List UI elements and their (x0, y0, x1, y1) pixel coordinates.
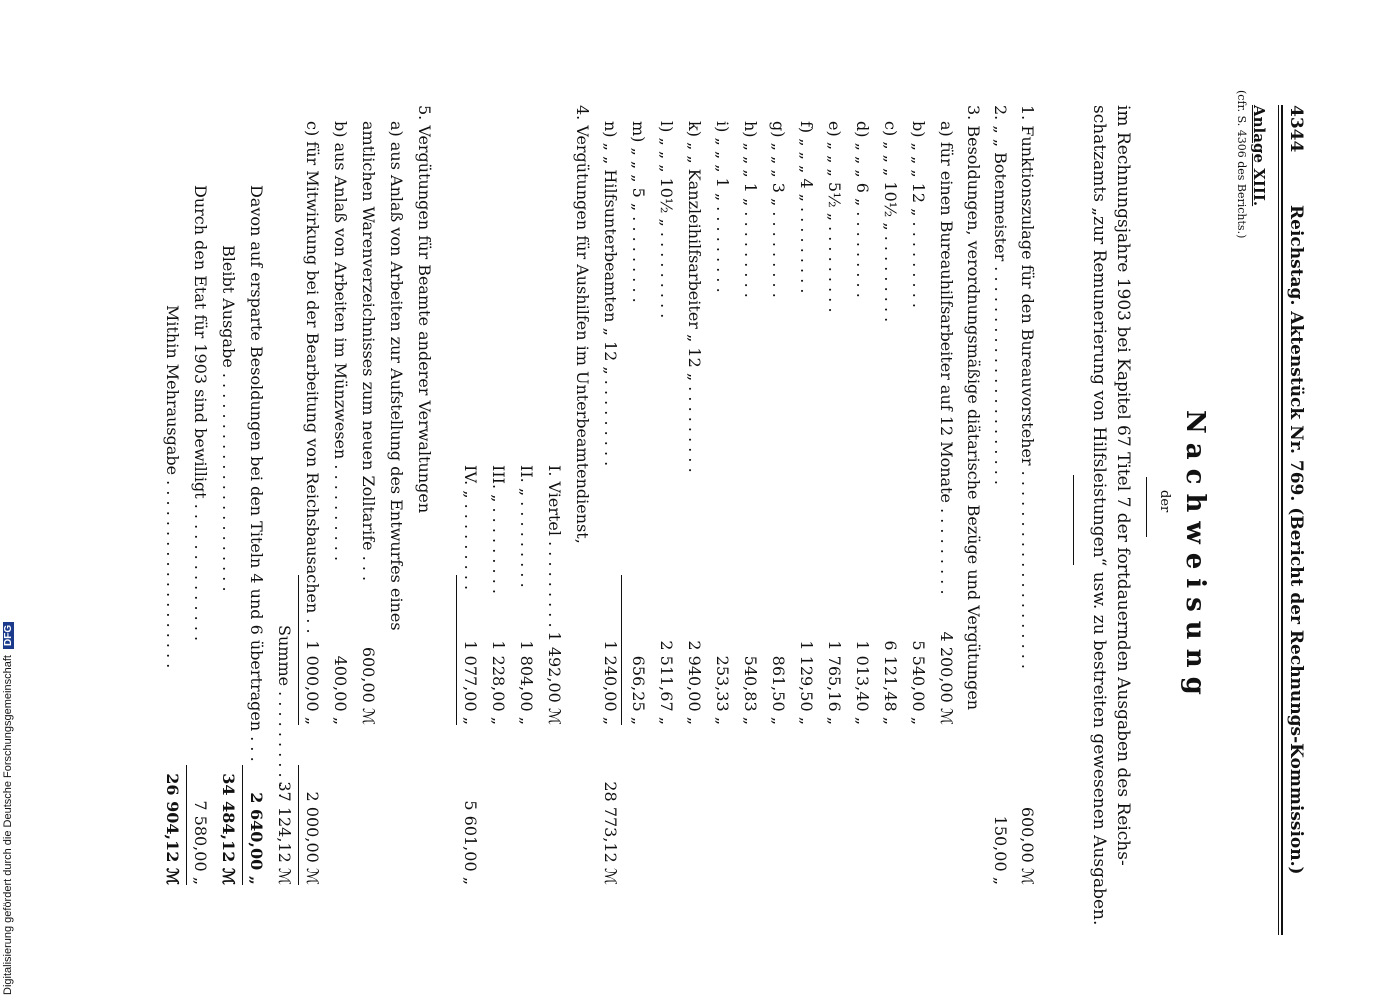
section3-amount: 1 240,00 „ (601, 640, 620, 725)
section3-row: h) „ „ „ 1 „ . . . . . . . . . (741, 121, 760, 298)
summary-sum: 37 124,12 ℳ (275, 781, 294, 885)
summary-transfer: 2 640,00 „ (247, 792, 266, 885)
section3-amount: 6 121,48 „ (881, 640, 900, 725)
footer-text: Digitalisierung gefördert durch die Deutsche Forschungsgemeinschaft (2, 655, 14, 995)
section5-total: 2 000,00 ℳ (303, 791, 322, 885)
item-label: 3. Besoldungen, verordnungsmäßige diätarische Bezüge und Vergütungen (964, 105, 983, 711)
summary-transfer-label: Davon auf ersparte Besoldungen bei den Titeln 4 und 6 übertragen . . . (247, 185, 266, 762)
section4-total: 5 601,00 „ (461, 800, 480, 885)
header-rule (1281, 105, 1283, 935)
section3-row: n) „ „ Hilfsunterbeamten „ 12 „ . . . . . . . . . (601, 121, 620, 467)
section3-amount: 656,25 „ (629, 655, 648, 725)
section3-row: c) „ „ „ 10½ „ . . . . . . . . . (881, 121, 900, 323)
summary-remaining: 34 484,12 ℳ (219, 773, 238, 885)
summary-rule (242, 765, 243, 885)
heading-rule (1146, 477, 1147, 537)
section3-amount: 540,83 „ (741, 655, 760, 725)
item-2 (990, 105, 1010, 485)
annex-reference: (cfr. S. 4306 des Berichts.) (1235, 90, 1248, 239)
section3-row: l) „ „ „ 10½ „ . . . . . . . . . (657, 121, 676, 319)
dfg-logo: DFG (3, 622, 14, 649)
section3-row: k) „ „ Kanzleihilfsarbeiter „ 12 „ . . . . . . . . . (685, 121, 704, 473)
section4-row: IV. „ . . . . . . . . . (461, 465, 480, 591)
section4-label: 4. Vergütungen für Aushilfen im Unterbeamtendienst, (573, 105, 592, 544)
section3-row: d) „ „ „ 6 „ . . . . . . . . . (853, 121, 872, 298)
item-label: 1. Funktionszulage für den Bureauvorsteher . . . . . . . . . . . . . . . . . . . . (1018, 105, 1037, 670)
section5-amount: 600,00 ℳ (359, 646, 378, 725)
section3-total: 28 773,12 ℳ (601, 781, 620, 885)
heading-der: der (1157, 490, 1172, 513)
section3-row: a) für einen Bureauhilfsarbeiter auf 12 Monate . . . . . . . . . (937, 121, 956, 595)
item-2-total: 150,00 „ (991, 815, 1010, 885)
section3-row: i) „ „ „ 1 „ . . . . . . . . . (713, 121, 732, 293)
section5-amount: 400,00 „ (331, 655, 350, 725)
section4-row: I. Viertel . . . . . . . . . (545, 465, 564, 628)
summary-budget-label: Durch den Etat für 1903 sind bewilligt . . . . . . . . . . . . . . (191, 185, 210, 642)
section4-row: III. „ . . . . . . . . . (489, 465, 508, 594)
item-label: 2. „ „ Botenmeister . . . . . . . . . . . . . . . . . . . . . . (991, 105, 1010, 485)
section3-row: f) „ „ „ 4 „ . . . . . . . . . (797, 121, 816, 294)
section5-sum-rule (298, 575, 299, 725)
header-rule-2 (1278, 105, 1279, 935)
summary-overrun-label: Mithin Mehrausgabe . . . . . . . . . . . . . . . . . . . (163, 305, 182, 669)
section3-amount: 2 511,67 „ (657, 640, 676, 725)
section3-amount: 861,50 „ (769, 655, 788, 725)
section5-amount: 1 000,00 „ (303, 640, 322, 725)
section3-amount: 5 540,00 „ (909, 640, 928, 725)
section3-row: g) „ „ „ 3 „ . . . . . . . . . (769, 121, 788, 298)
section3-sum-rule (621, 575, 622, 725)
section4-amount: 1 228,00 „ (489, 640, 508, 725)
section5-row: a) aus Anlaß von Arbeiten zur Aufstellung des Entwurfes eines (387, 121, 406, 631)
summary-rule-2 (186, 765, 187, 885)
section3-row: e) „ „ „ 5½ „ . . . . . . . . . (825, 121, 844, 313)
intro-rule (1073, 475, 1074, 565)
section3-amount: 1 129,50 „ (797, 640, 816, 725)
section3-amount: 4 200,00 ℳ (937, 631, 956, 725)
section4-amount: 1 077,00 „ (461, 640, 480, 725)
running-title: Reichstag. Aktenstück Nr. 769. (Bericht der Rechnungs-Kommission.) (1286, 205, 1306, 875)
digitization-footer (2, 622, 14, 995)
summary-overrun: 26 904,12 ℳ (163, 773, 182, 885)
document-heading: Nachweisung (1180, 410, 1210, 704)
rotated-document (110, 90, 1310, 935)
sum-rule (298, 765, 299, 885)
section3-amount: 1 765,16 „ (825, 640, 844, 725)
section4-sum-rule (456, 575, 457, 725)
section4-amount: 1 492,00 ℳ (545, 631, 564, 725)
section5-label: 5. Vergütungen für Beamte anderer Verwaltungen (415, 105, 434, 514)
section3-row: m) „ „ „ 5 „ . . . . . . . . . (629, 121, 648, 303)
section3-amount: 253,33 „ (713, 655, 732, 725)
page-number: 4344 (1286, 105, 1306, 153)
summary-sum-label: Summe . . . . . . . . . . . (275, 625, 294, 798)
intro-line-1: im Rechnungsjahre 1903 bei Kapitel 67 Titel 7 der fortdauernden Ausgaben des Reichs- (1113, 105, 1133, 866)
summary-budget: 7 580,00 „ (191, 800, 210, 885)
annex-label: Anlage XIII. (1250, 105, 1268, 207)
section3-row: b) „ „ „ 12 „ . . . . . . . . . (909, 121, 928, 308)
summary-remaining-label: Bleibt Ausgabe . . . . . . . . . . . . . . . . . . . . . . (219, 245, 238, 592)
section5-row: b) aus Anlaß von Arbeiten im Münzwesen . . . . . . . . . . (331, 121, 350, 562)
section4-row: II. „ . . . . . . . . . (517, 465, 536, 588)
section3-amount: 1 013,40 „ (853, 640, 872, 725)
intro-line-2: schatzamts „zur Remunerierung von Hilfsleistungen“ usw. zu bestreiten gewesenen Ausgaben. (1089, 105, 1109, 926)
section5-row: amtlichen Warenverzeichnisses zum neuen Zolltarife . . . (359, 121, 378, 582)
item-1-total: 600,00 ℳ (1018, 806, 1037, 885)
section5-row: c) für Mitwirkung bei der Bearbeitung von Reichsbausachen . . (303, 121, 322, 634)
item-1 (1017, 105, 1037, 669)
item-3 (963, 105, 983, 710)
section4-amount: 1 804,00 „ (517, 640, 536, 725)
section3-amount: 2 940,00 „ (685, 640, 704, 725)
